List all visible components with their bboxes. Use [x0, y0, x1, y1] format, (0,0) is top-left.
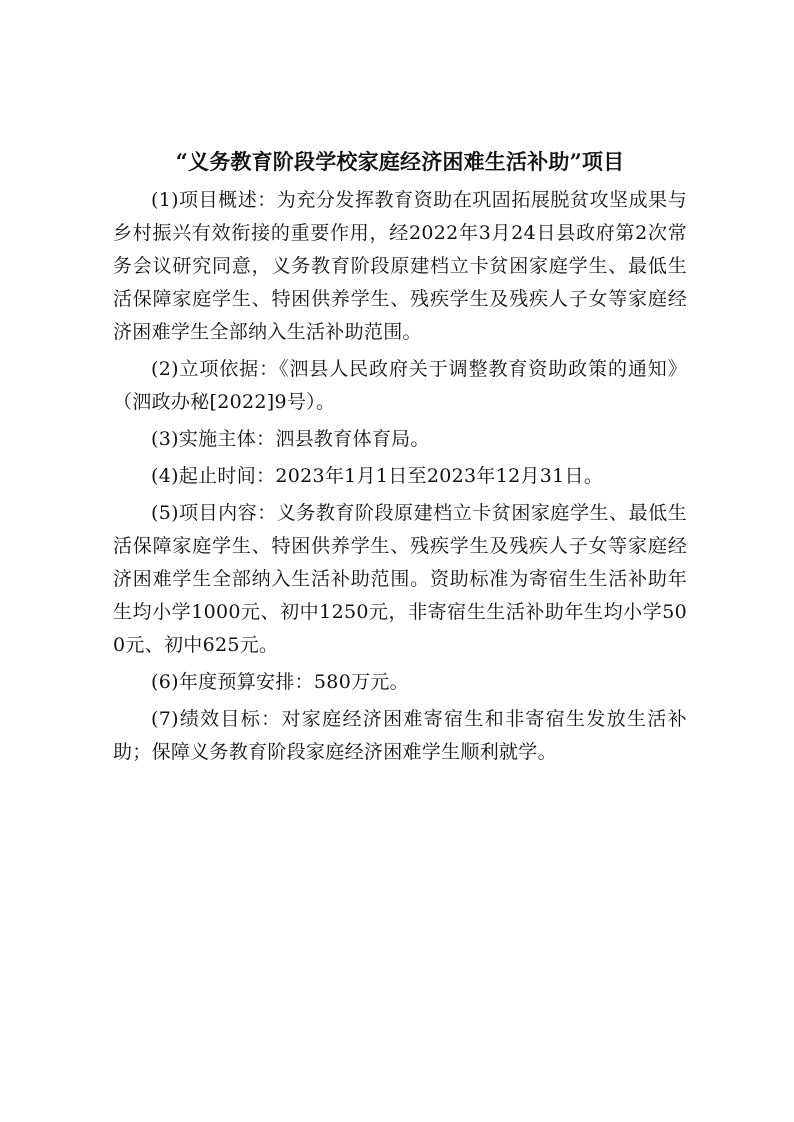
paragraph-time-period: (4)起止时间：2023年1月1日至2023年12月31日。: [151, 465, 604, 487]
paragraph-implementing-entity: (3)实施主体：泗县教育体育局。: [151, 428, 430, 450]
paragraph-performance-goal: (7)绩效目标：对家庭经济困难寄宿生和非寄宿生发放生活补助；保障义务教育阶段家庭经济困难学生顺利就学。: [113, 708, 687, 763]
paragraph-project-basis: (2)立项依据：《泗县人民政府关于调整教育资助政策的通知》（泗政办秘[2022]9号）。: [113, 358, 687, 413]
paragraph-annual-budget: (6)年度预算安排：580万元。: [151, 671, 409, 693]
paragraph-project-content: (5)项目内容：义务教育阶段原建档立卡贫困家庭学生、最低生活保障家庭学生、特困供养学生、残疾学生及残疾人子女等家庭经济困难学生全部纳入生活补助范围。资助标准为寄宿生生活补助年生均小学1000元、初中1250元，非寄宿生生活补助年生均小学500元、初中625元。: [113, 502, 687, 656]
document-title: “义务教育阶段学校家庭经济困难生活补助”项目: [175, 149, 625, 174]
document-page: [113, 150, 687, 769]
paragraph-project-overview: (1)项目概述：为充分发挥教育资助在巩固拓展脱贫攻坚成果与乡村振兴有效衔接的重要作用，经2022年3月24日县政府第2次常务会议研究同意，义务教育阶段原建档立卡贫困家庭学生、最低生活保障家庭学生、特困供养学生、残疾学生及残疾人子女等家庭经济困难学生全部纳入生活补助范围。: [113, 189, 687, 343]
